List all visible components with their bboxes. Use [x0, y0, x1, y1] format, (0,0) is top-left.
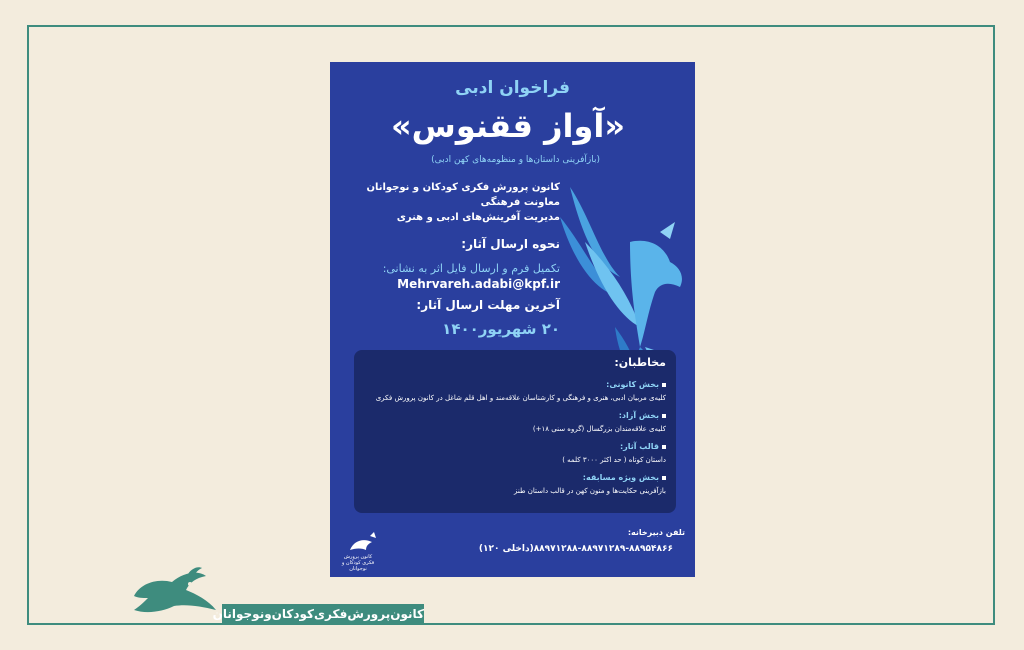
- poster-logo-text: کانون پرورش فکری کودکان و نوجوانان: [341, 554, 375, 572]
- audience-section-head: بخش آزاد:: [619, 411, 666, 420]
- brand-name: کانون‌پرورش‌فکری‌کودکان‌ونوجوانان: [222, 604, 424, 624]
- audience-section-head: بخش کانونی:: [606, 380, 666, 389]
- deadline-date: ۲۰ شهریور۱۴۰۰: [442, 320, 560, 338]
- audience-section-text: داستان کوتاه ( حد اکثر ۳۰۰۰ کلمه ): [562, 456, 666, 464]
- org-line: مدیریت آفرینش‌های ادبی و هنری: [396, 212, 560, 223]
- submit-heading: نحوه ارسال آثار:: [461, 237, 560, 251]
- phone-numbers: ۸۸۹۷۱۲۸۸-۸۸۹۷۱۲۸۹-۸۸۹۵۴۸۶۶(داخلی ۱۲۰): [478, 544, 673, 554]
- org-line: کانون پرورش فکری کودکان و نوجوانان: [366, 182, 560, 193]
- call-title: فراخوان ادبی: [455, 78, 570, 98]
- audience-section-text: بازآفرینی حکایت‌ها و متون کهن در قالب داستان طنز: [513, 487, 666, 495]
- audience-title: مخاطبان:: [614, 356, 666, 369]
- audience-box: [354, 350, 676, 513]
- org-line: معاونت فرهنگی: [480, 197, 560, 208]
- audience-section-head: قالب آثار:: [620, 442, 666, 451]
- bullet-icon: [662, 414, 666, 418]
- email-link[interactable]: Mehrvareh.adabi@kpf.ir: [397, 277, 560, 291]
- bullet-icon: [662, 476, 666, 480]
- deadline-heading: آخرین مهلت ارسال آثار:: [416, 298, 560, 312]
- bullet-icon: [662, 383, 666, 387]
- audience-section-text: کلیه‌ی مربیان ادبی، هنری و فرهنگی و کارشناسان علاقه‌مند و اهل قلم شاغل در کانون پرورش فکری: [375, 394, 666, 402]
- phone-label: تلفن دبیرخانه:: [627, 528, 685, 537]
- audience-section-head: بخش ویژه مسابقه:: [583, 473, 666, 482]
- organizer-block: [366, 180, 560, 225]
- poster: [330, 62, 695, 577]
- submit-text: تکمیل فرم و ارسال فایل اثر به نشانی:: [382, 262, 560, 275]
- main-title: «آواز ققنوس»: [391, 107, 625, 145]
- bullet-icon: [662, 445, 666, 449]
- subtitle: (بازآفرینی داستان‌ها و منظومه‌های کهن ادبی): [431, 155, 600, 165]
- audience-section-text: کلیه‌ی علاقه‌مندان بزرگسال (گروه سنی ۱۸+): [532, 425, 666, 433]
